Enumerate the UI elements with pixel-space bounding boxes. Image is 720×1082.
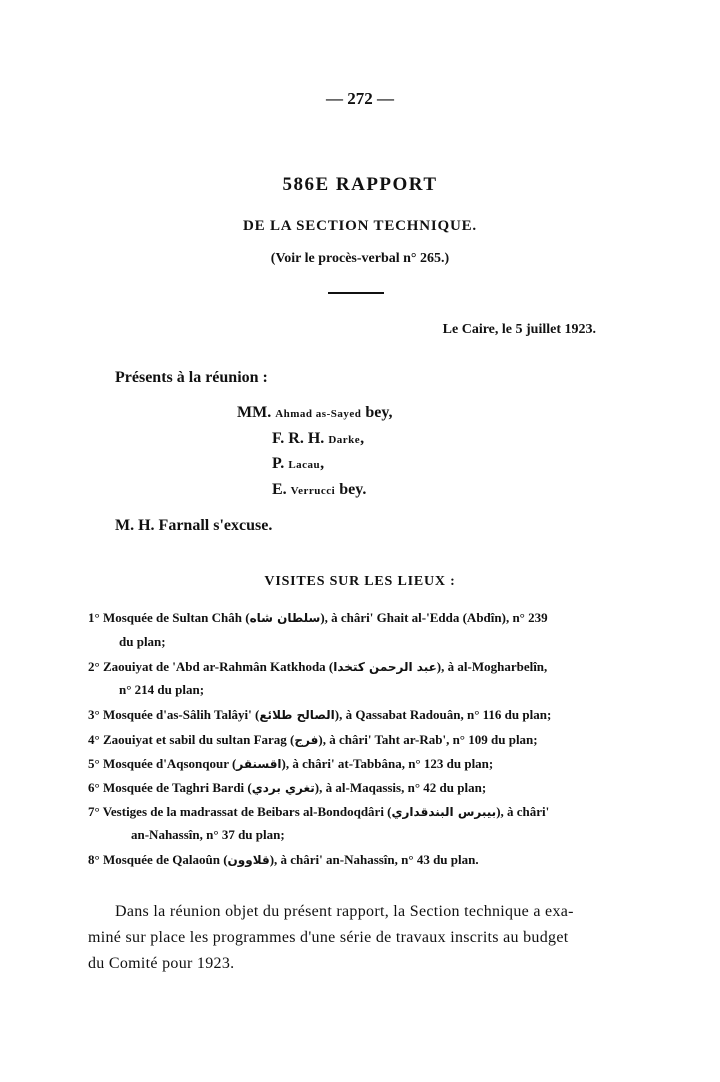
list-number: 5°: [88, 756, 100, 771]
member-suffix: bey.: [335, 481, 367, 498]
list-item: [88, 756, 493, 772]
paragraph-line-3: du Comité pour 1923.: [88, 955, 235, 972]
list-item: [88, 732, 538, 748]
list-number: 4°: [88, 732, 100, 747]
list-text: Mosquée de Sultan Châh (: [102, 610, 250, 625]
arabic-name: قلاوون: [227, 853, 270, 867]
member-name: Ahmad as-Sayed: [275, 408, 362, 420]
list-text: ), à al-Maqassis, n° 42 du plan;: [314, 780, 487, 795]
member-name: Lacau: [288, 459, 321, 471]
visits-heading: VISITES SUR LES LIEUX :: [264, 574, 456, 589]
page-number: — 272 —: [326, 89, 394, 108]
member-prefix: F. R. H.: [272, 430, 329, 447]
list-item-continuation: n° 214 du plan;: [119, 682, 205, 697]
list-text: Zaouiyat de 'Abd ar-Rahmân Katkhoda (: [102, 659, 334, 674]
list-text: ), à châri' an-Nahassîn, n° 43 du plan.: [269, 852, 479, 867]
arabic-name: اقسنقر: [236, 757, 282, 771]
list-number: 8°: [88, 852, 100, 867]
list-text: ), à châri' at-Tabbâna, n° 123 du plan;: [281, 756, 494, 771]
arabic-name: فرج: [294, 733, 319, 747]
report-reference: (Voir le procès-verbal n° 265.): [270, 251, 450, 266]
member-prefix: P.: [272, 455, 289, 472]
list-item-continuation: an-Nahassîn, n° 37 du plan;: [131, 827, 285, 842]
list-item: [88, 780, 486, 796]
list-item: [88, 610, 548, 626]
list-text: ), à châri' Ghait al-'Edda (Abdîn), n° 239: [320, 610, 548, 625]
member-1: [237, 404, 392, 422]
list-item-continuation: du plan;: [119, 634, 166, 649]
arabic-name: بيبرس البندقداري: [391, 805, 497, 819]
list-number: 2°: [88, 659, 100, 674]
list-text: Mosquée de Qalaoûn (: [102, 852, 228, 867]
arabic-name: عبد الرحمن كتخدا: [333, 660, 437, 674]
arabic-name: الصالح طلائع: [259, 708, 335, 722]
list-text: Mosquée de Taghri Bardi (: [102, 780, 252, 795]
member-2: [272, 430, 364, 448]
excuse-line: M. H. Farnall s'excuse.: [115, 517, 273, 534]
paragraph-line-1: Dans la réunion objet du présent rapport, la Section technique a exa-: [115, 903, 574, 920]
member-prefix: MM.: [237, 404, 276, 421]
member-suffix: bey,: [361, 404, 393, 421]
list-text: Mosquée d'Aqsonqour (: [102, 756, 237, 771]
list-item: [88, 707, 551, 723]
member-4: [272, 481, 366, 499]
report-date: Le Caire, le 5 juillet 1923.: [442, 322, 596, 337]
arabic-name: تغري بردي: [251, 781, 315, 795]
member-suffix: ,: [360, 430, 365, 447]
list-text: ), à al-Mogharbelîn,: [436, 659, 548, 674]
member-prefix: E.: [272, 481, 291, 498]
report-subtitle: DE LA SECTION TECHNIQUE.: [243, 218, 477, 234]
report-title: 586E RAPPORT: [282, 174, 438, 195]
list-text: ), à Qassabat Radouân, n° 116 du plan;: [334, 707, 552, 722]
divider-rule: [328, 292, 384, 294]
list-number: 6°: [88, 780, 100, 795]
list-text: Vestiges de la madrassat de Beibars al-Bondoqdâri (: [102, 804, 392, 819]
list-text: Zaouiyat et sabil du sultan Farag (: [102, 732, 295, 747]
list-text: Mosquée d'as-Sâlih Talâyi' (: [102, 707, 260, 722]
list-item: [88, 852, 479, 868]
list-number: 7°: [88, 804, 100, 819]
member-3: [272, 455, 324, 473]
list-number: 1°: [88, 610, 100, 625]
member-name: Verrucci: [290, 485, 336, 497]
presents-label: Présents à la réunion :: [115, 369, 268, 386]
member-suffix: ,: [320, 455, 325, 472]
list-item: [88, 659, 547, 675]
list-item: [88, 804, 549, 820]
member-name: Darke: [328, 434, 361, 446]
paragraph-line-2: miné sur place les programmes d'une série de travaux inscrits au budget: [88, 929, 569, 946]
arabic-name: سلطان شاه: [249, 611, 321, 625]
list-text: ), à châri' Taht ar-Rab', n° 109 du plan;: [318, 732, 538, 747]
list-number: 3°: [88, 707, 100, 722]
list-text: ), à châri': [496, 804, 550, 819]
